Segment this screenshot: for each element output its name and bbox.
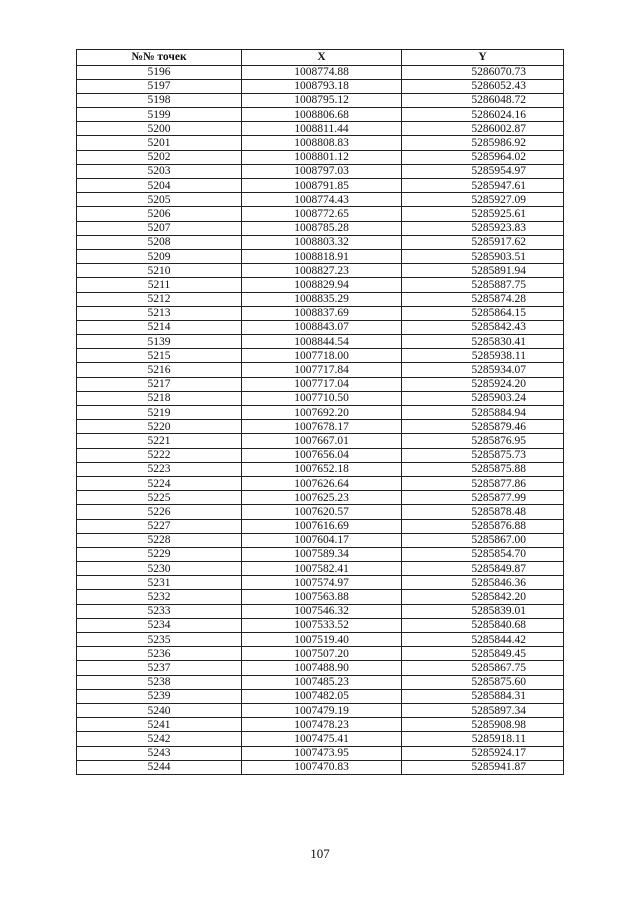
cell-point-number: 5211: [77, 278, 242, 292]
table-header-row: [77, 50, 564, 66]
cell-x: 1008795.12: [242, 93, 402, 107]
cell-y: 5285941.87: [402, 760, 564, 774]
cell-x: 1007717.04: [242, 377, 402, 391]
cell-point-number: 5226: [77, 505, 242, 519]
cell-point-number: 5239: [77, 689, 242, 703]
table-row: [77, 179, 564, 193]
cell-point-number: 5199: [77, 108, 242, 122]
table-row: [77, 732, 564, 746]
cell-x: 1007488.90: [242, 661, 402, 675]
table-row: [77, 249, 564, 263]
table-row: [77, 391, 564, 405]
table-row: [77, 406, 564, 420]
table-row: [77, 434, 564, 448]
cell-point-number: 5225: [77, 491, 242, 505]
table-row: [77, 661, 564, 675]
column-header-x: X: [242, 50, 402, 66]
table-row: [77, 533, 564, 547]
table-row: [77, 703, 564, 717]
cell-point-number: 5233: [77, 604, 242, 618]
table-row: [77, 689, 564, 703]
cell-point-number: 5236: [77, 647, 242, 661]
cell-y: 5285934.07: [402, 363, 564, 377]
cell-point-number: 5235: [77, 633, 242, 647]
table-row: [77, 448, 564, 462]
coordinates-table: [76, 49, 564, 775]
cell-x: 1007479.19: [242, 703, 402, 717]
cell-y: 5285876.95: [402, 434, 564, 448]
cell-x: 1007482.05: [242, 689, 402, 703]
cell-point-number: 5219: [77, 406, 242, 420]
cell-x: 1008844.54: [242, 335, 402, 349]
cell-point-number: 5218: [77, 391, 242, 405]
table-row: [77, 519, 564, 533]
cell-x: 1008803.32: [242, 235, 402, 249]
table-row: [77, 108, 564, 122]
cell-x: 1008827.23: [242, 264, 402, 278]
table-row: [77, 93, 564, 107]
cell-point-number: 5223: [77, 462, 242, 476]
cell-y: 5285986.92: [402, 136, 564, 150]
cell-x: 1007717.84: [242, 363, 402, 377]
cell-y: 5286002.87: [402, 122, 564, 136]
column-header-y: Y: [402, 50, 564, 66]
cell-y: 5285849.45: [402, 647, 564, 661]
cell-point-number: 5222: [77, 448, 242, 462]
cell-x: 1007656.04: [242, 448, 402, 462]
cell-y: 5285839.01: [402, 604, 564, 618]
cell-y: 5285938.11: [402, 349, 564, 363]
cell-point-number: 5220: [77, 420, 242, 434]
cell-y: 5285924.17: [402, 746, 564, 760]
table-row: [77, 136, 564, 150]
cell-x: 1008811.44: [242, 122, 402, 136]
cell-x: 1007470.83: [242, 760, 402, 774]
cell-point-number: 5139: [77, 335, 242, 349]
cell-x: 1008843.07: [242, 320, 402, 334]
cell-y: 5285842.20: [402, 590, 564, 604]
cell-point-number: 5240: [77, 703, 242, 717]
cell-y: 5285840.68: [402, 618, 564, 632]
cell-point-number: 5224: [77, 476, 242, 490]
cell-y: 5285954.97: [402, 164, 564, 178]
table-row: [77, 264, 564, 278]
cell-x: 1008801.12: [242, 150, 402, 164]
cell-x: 1008818.91: [242, 249, 402, 263]
table-row: [77, 193, 564, 207]
cell-y: 5285867.00: [402, 533, 564, 547]
cell-x: 1007620.57: [242, 505, 402, 519]
cell-point-number: 5232: [77, 590, 242, 604]
cell-x: 1007582.41: [242, 562, 402, 576]
cell-x: 1008772.65: [242, 207, 402, 221]
cell-x: 1008829.94: [242, 278, 402, 292]
cell-point-number: 5210: [77, 264, 242, 278]
table-body: [77, 65, 564, 774]
cell-y: 5285908.98: [402, 718, 564, 732]
cell-y: 5285830.41: [402, 335, 564, 349]
cell-point-number: 5214: [77, 320, 242, 334]
table-row: [77, 65, 564, 79]
cell-point-number: 5203: [77, 164, 242, 178]
cell-y: 5285924.20: [402, 377, 564, 391]
cell-y: 5285964.02: [402, 150, 564, 164]
cell-x: 1007533.52: [242, 618, 402, 632]
table-row: [77, 349, 564, 363]
column-header-point-number: №№ точек: [77, 50, 242, 66]
cell-x: 1007667.01: [242, 434, 402, 448]
cell-point-number: 5243: [77, 746, 242, 760]
table-row: [77, 562, 564, 576]
cell-x: 1008793.18: [242, 79, 402, 93]
cell-y: 5285918.11: [402, 732, 564, 746]
cell-point-number: 5206: [77, 207, 242, 221]
table-row: [77, 420, 564, 434]
cell-y: 5285925.61: [402, 207, 564, 221]
table-row: [77, 476, 564, 490]
cell-point-number: 5196: [77, 65, 242, 79]
cell-x: 1007563.88: [242, 590, 402, 604]
cell-y: 5285877.86: [402, 476, 564, 490]
cell-point-number: 5229: [77, 547, 242, 561]
cell-y: 5286052.43: [402, 79, 564, 93]
cell-x: 1008808.83: [242, 136, 402, 150]
cell-point-number: 5242: [77, 732, 242, 746]
cell-x: 1008774.88: [242, 65, 402, 79]
cell-y: 5285867.75: [402, 661, 564, 675]
table-row: [77, 576, 564, 590]
table-row: [77, 235, 564, 249]
cell-x: 1008774.43: [242, 193, 402, 207]
cell-y: 5285874.28: [402, 292, 564, 306]
cell-point-number: 5207: [77, 221, 242, 235]
table-row: [77, 604, 564, 618]
cell-x: 1007604.17: [242, 533, 402, 547]
cell-y: 5285897.34: [402, 703, 564, 717]
cell-y: 5285849.87: [402, 562, 564, 576]
table-row: [77, 647, 564, 661]
table-row: [77, 306, 564, 320]
cell-y: 5285947.61: [402, 179, 564, 193]
cell-x: 1007678.17: [242, 420, 402, 434]
table-row: [77, 746, 564, 760]
table-row: [77, 207, 564, 221]
cell-x: 1007546.32: [242, 604, 402, 618]
cell-x: 1007626.64: [242, 476, 402, 490]
cell-point-number: 5227: [77, 519, 242, 533]
cell-y: 5285876.88: [402, 519, 564, 533]
cell-y: 5285879.46: [402, 420, 564, 434]
table-row: [77, 462, 564, 476]
cell-y: 5285878.48: [402, 505, 564, 519]
table-row: [77, 292, 564, 306]
cell-x: 1007475.41: [242, 732, 402, 746]
cell-y: 5285917.62: [402, 235, 564, 249]
cell-x: 1007519.40: [242, 633, 402, 647]
cell-point-number: 5204: [77, 179, 242, 193]
cell-point-number: 5208: [77, 235, 242, 249]
cell-x: 1007692.20: [242, 406, 402, 420]
cell-x: 1007616.69: [242, 519, 402, 533]
cell-point-number: 5202: [77, 150, 242, 164]
page-number: 107: [310, 846, 330, 861]
cell-y: 5285903.51: [402, 249, 564, 263]
table-row: [77, 320, 564, 334]
cell-y: 5285875.88: [402, 462, 564, 476]
table-row: [77, 278, 564, 292]
cell-point-number: 5237: [77, 661, 242, 675]
cell-point-number: 5198: [77, 93, 242, 107]
cell-y: 5285884.94: [402, 406, 564, 420]
cell-x: 1007710.50: [242, 391, 402, 405]
cell-point-number: 5217: [77, 377, 242, 391]
cell-point-number: 5244: [77, 760, 242, 774]
cell-y: 5285854.70: [402, 547, 564, 561]
table-row: [77, 363, 564, 377]
cell-y: 5285927.09: [402, 193, 564, 207]
cell-point-number: 5200: [77, 122, 242, 136]
table-row: [77, 164, 564, 178]
cell-point-number: 5216: [77, 363, 242, 377]
cell-x: 1007589.34: [242, 547, 402, 561]
cell-x: 1007652.18: [242, 462, 402, 476]
cell-y: 5286070.73: [402, 65, 564, 79]
cell-y: 5285844.42: [402, 633, 564, 647]
table-row: [77, 150, 564, 164]
cell-y: 5285864.15: [402, 306, 564, 320]
cell-point-number: 5213: [77, 306, 242, 320]
table-row: [77, 335, 564, 349]
table-row: [77, 377, 564, 391]
cell-y: 5285891.94: [402, 264, 564, 278]
cell-x: 1007625.23: [242, 491, 402, 505]
cell-x: 1007478.23: [242, 718, 402, 732]
table-row: [77, 618, 564, 632]
cell-y: 5285923.83: [402, 221, 564, 235]
table-row: [77, 547, 564, 561]
cell-y: 5286024.16: [402, 108, 564, 122]
cell-x: 1008797.03: [242, 164, 402, 178]
cell-x: 1007574.97: [242, 576, 402, 590]
cell-x: 1008791.85: [242, 179, 402, 193]
cell-x: 1007507.20: [242, 647, 402, 661]
cell-y: 5285884.31: [402, 689, 564, 703]
table-row: [77, 675, 564, 689]
cell-point-number: 5197: [77, 79, 242, 93]
cell-x: 1008785.28: [242, 221, 402, 235]
cell-x: 1007473.95: [242, 746, 402, 760]
table-row: [77, 505, 564, 519]
cell-x: 1007485.23: [242, 675, 402, 689]
cell-x: 1008835.29: [242, 292, 402, 306]
table-row: [77, 122, 564, 136]
cell-y: 5286048.72: [402, 93, 564, 107]
cell-point-number: 5205: [77, 193, 242, 207]
cell-y: 5285846.36: [402, 576, 564, 590]
cell-x: 1007718.00: [242, 349, 402, 363]
table-row: [77, 718, 564, 732]
cell-point-number: 5238: [77, 675, 242, 689]
cell-x: 1008806.68: [242, 108, 402, 122]
cell-y: 5285875.60: [402, 675, 564, 689]
cell-point-number: 5221: [77, 434, 242, 448]
cell-point-number: 5231: [77, 576, 242, 590]
cell-point-number: 5212: [77, 292, 242, 306]
cell-point-number: 5209: [77, 249, 242, 263]
cell-y: 5285903.24: [402, 391, 564, 405]
cell-point-number: 5215: [77, 349, 242, 363]
table-row: [77, 491, 564, 505]
cell-point-number: 5230: [77, 562, 242, 576]
cell-point-number: 5201: [77, 136, 242, 150]
table-row: [77, 590, 564, 604]
cell-x: 1008837.69: [242, 306, 402, 320]
cell-y: 5285842.43: [402, 320, 564, 334]
cell-y: 5285887.75: [402, 278, 564, 292]
table-row: [77, 760, 564, 774]
table-row: [77, 221, 564, 235]
cell-point-number: 5234: [77, 618, 242, 632]
cell-y: 5285877.99: [402, 491, 564, 505]
cell-y: 5285875.73: [402, 448, 564, 462]
cell-point-number: 5241: [77, 718, 242, 732]
cell-point-number: 5228: [77, 533, 242, 547]
table-row: [77, 633, 564, 647]
table-row: [77, 79, 564, 93]
